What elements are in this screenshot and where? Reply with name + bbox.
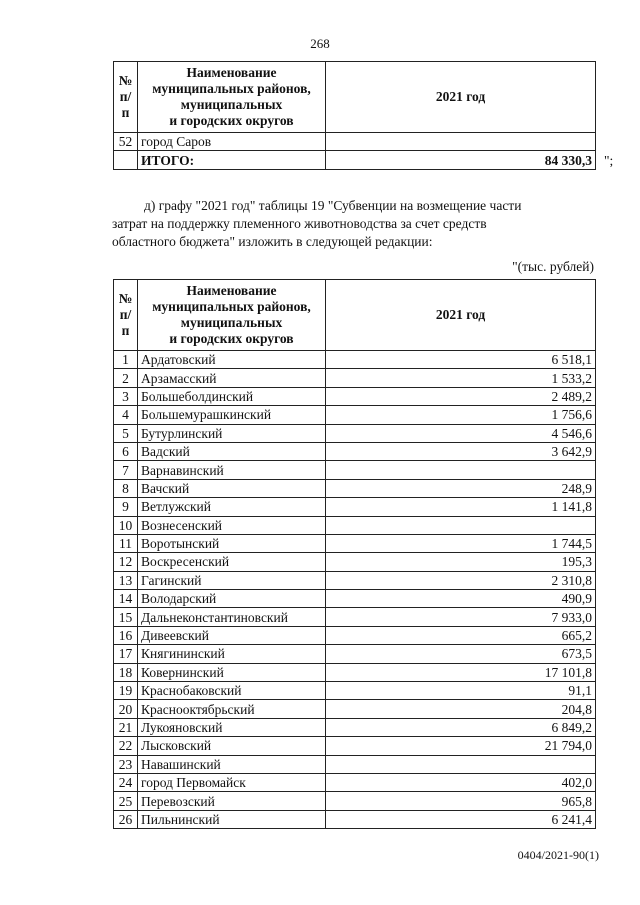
row-num: 26 (114, 810, 138, 828)
table-row (114, 461, 596, 479)
row-name: Вознесенский (138, 516, 326, 534)
page-number: 268 (310, 36, 330, 51)
row-value: 17 101,8 (326, 663, 596, 681)
row-num: 2 (114, 369, 138, 387)
row-name: Большеболдинский (138, 387, 326, 405)
row-num: 18 (114, 663, 138, 681)
row-num: 5 (114, 424, 138, 442)
row-name: Володарский (138, 590, 326, 608)
row-value: 1 756,6 (326, 406, 596, 424)
row-name: Вадский (138, 442, 326, 460)
row-num: 6 (114, 442, 138, 460)
table-row (114, 810, 596, 828)
header-num: № п/п (114, 280, 138, 351)
header-name-line: и городских округов (169, 331, 294, 346)
row-num: 13 (114, 571, 138, 589)
row-name: Краснобаковский (138, 682, 326, 700)
total-label: ИТОГО: (138, 151, 326, 169)
row-value: 1 141,8 (326, 498, 596, 516)
table-row (114, 571, 596, 589)
row-name: Ветлужский (138, 498, 326, 516)
row-num: 25 (114, 792, 138, 810)
table-row (114, 424, 596, 442)
header-num: № п/п (114, 62, 138, 133)
table-row (114, 442, 596, 460)
table-row (114, 737, 596, 755)
table-row (114, 133, 596, 151)
table-row (114, 792, 596, 810)
row-name: Перевозский (138, 792, 326, 810)
total-closing-quote: "; (604, 153, 614, 168)
row-value: 248,9 (326, 479, 596, 497)
row-value: 2 310,8 (326, 571, 596, 589)
row-value: 673,5 (326, 645, 596, 663)
header-year: 2021 год (326, 62, 596, 133)
row-value: 490,9 (326, 590, 596, 608)
row-num: 9 (114, 498, 138, 516)
table-header-row (114, 62, 596, 133)
row-name: город Саров (138, 133, 326, 151)
row-value: 1 744,5 (326, 534, 596, 552)
table-row (114, 387, 596, 405)
row-name: Варнавинский (138, 461, 326, 479)
row-name: Лукояновский (138, 718, 326, 736)
row-value: 1 533,2 (326, 369, 596, 387)
row-num: 16 (114, 626, 138, 644)
total-row (114, 151, 596, 169)
row-name: Гагинский (138, 571, 326, 589)
header-name (138, 62, 326, 133)
table-header-row (114, 280, 596, 351)
header-name-line: муниципальных районов, (152, 81, 311, 96)
row-value: 3 642,9 (326, 442, 596, 460)
header-name-line: муниципальных районов, (152, 299, 311, 314)
row-num: 8 (114, 479, 138, 497)
row-num: 21 (114, 718, 138, 736)
amendment-paragraph (112, 197, 593, 251)
table-row (114, 626, 596, 644)
row-num: 23 (114, 755, 138, 773)
row-name: Лысковский (138, 737, 326, 755)
row-name: Воскресенский (138, 553, 326, 571)
row-num: 15 (114, 608, 138, 626)
table-row (114, 700, 596, 718)
table-row (114, 682, 596, 700)
subventions-table (113, 279, 596, 829)
row-num: 10 (114, 516, 138, 534)
row-num: 22 (114, 737, 138, 755)
row-value: 91,1 (326, 682, 596, 700)
row-value: 6 518,1 (326, 351, 596, 369)
row-name: Дивеевский (138, 626, 326, 644)
row-value: 665,2 (326, 626, 596, 644)
row-value (326, 461, 596, 479)
row-value: 402,0 (326, 773, 596, 791)
row-name: Краснооктябрьский (138, 700, 326, 718)
row-name: Бутурлинский (138, 424, 326, 442)
row-value (326, 755, 596, 773)
table-row (114, 553, 596, 571)
table-row (114, 498, 596, 516)
table-row (114, 590, 596, 608)
row-value: 6 241,4 (326, 810, 596, 828)
row-num: 12 (114, 553, 138, 571)
table-row (114, 645, 596, 663)
row-value (326, 133, 596, 151)
table-row (114, 351, 596, 369)
row-num: 52 (114, 133, 138, 151)
row-num: 17 (114, 645, 138, 663)
header-name-line: и городских округов (169, 113, 294, 128)
row-value: 965,8 (326, 792, 596, 810)
header-name-line: муниципальных (180, 97, 283, 112)
table-row (114, 534, 596, 552)
row-name: Пильнинский (138, 810, 326, 828)
table-body (114, 351, 596, 829)
paragraph-line: затрат на поддержку племенного животноводства за счет средств (112, 216, 487, 231)
row-name: Большемурашкинский (138, 406, 326, 424)
row-num: 24 (114, 773, 138, 791)
table-row (114, 479, 596, 497)
row-name: Княгининский (138, 645, 326, 663)
paragraph-line: д) графу "2021 год" таблицы 19 "Субвенции на возмещение части (144, 198, 522, 213)
row-name: Ардатовский (138, 351, 326, 369)
header-name-line: Наименование (186, 65, 277, 80)
row-value: 6 849,2 (326, 718, 596, 736)
row-num: 4 (114, 406, 138, 424)
row-name: Арзамасский (138, 369, 326, 387)
row-value (326, 516, 596, 534)
row-name: Воротынский (138, 534, 326, 552)
row-value: 21 794,0 (326, 737, 596, 755)
row-value: 7 933,0 (326, 608, 596, 626)
row-num: 20 (114, 700, 138, 718)
row-num: 19 (114, 682, 138, 700)
row-value: 4 546,6 (326, 424, 596, 442)
header-name-line: Наименование (186, 283, 277, 298)
table-row (114, 773, 596, 791)
row-num: 14 (114, 590, 138, 608)
header-name (138, 280, 326, 351)
table-row (114, 406, 596, 424)
total-value: 84 330,3 (326, 151, 596, 169)
document-code: 0404/2021-90(1) (517, 848, 599, 862)
summary-table (113, 61, 596, 170)
table-row (114, 755, 596, 773)
row-name: Вачский (138, 479, 326, 497)
header-name-line: муниципальных (180, 315, 283, 330)
total-num (114, 151, 138, 169)
row-value: 204,8 (326, 700, 596, 718)
table-row (114, 718, 596, 736)
row-name: Навашинский (138, 755, 326, 773)
row-name: город Первомайск (138, 773, 326, 791)
row-name: Ковернинский (138, 663, 326, 681)
paragraph-line: областного бюджета" изложить в следующей редакции: (112, 234, 433, 249)
row-num: 11 (114, 534, 138, 552)
table-row (114, 608, 596, 626)
row-value: 2 489,2 (326, 387, 596, 405)
table-row (114, 516, 596, 534)
row-num: 1 (114, 351, 138, 369)
row-num: 3 (114, 387, 138, 405)
table-row (114, 369, 596, 387)
table-row (114, 663, 596, 681)
units-label: "(тыс. рублей) (512, 259, 594, 274)
header-year: 2021 год (326, 280, 596, 351)
row-num: 7 (114, 461, 138, 479)
row-name: Дальнеконстантиновский (138, 608, 326, 626)
row-value: 195,3 (326, 553, 596, 571)
